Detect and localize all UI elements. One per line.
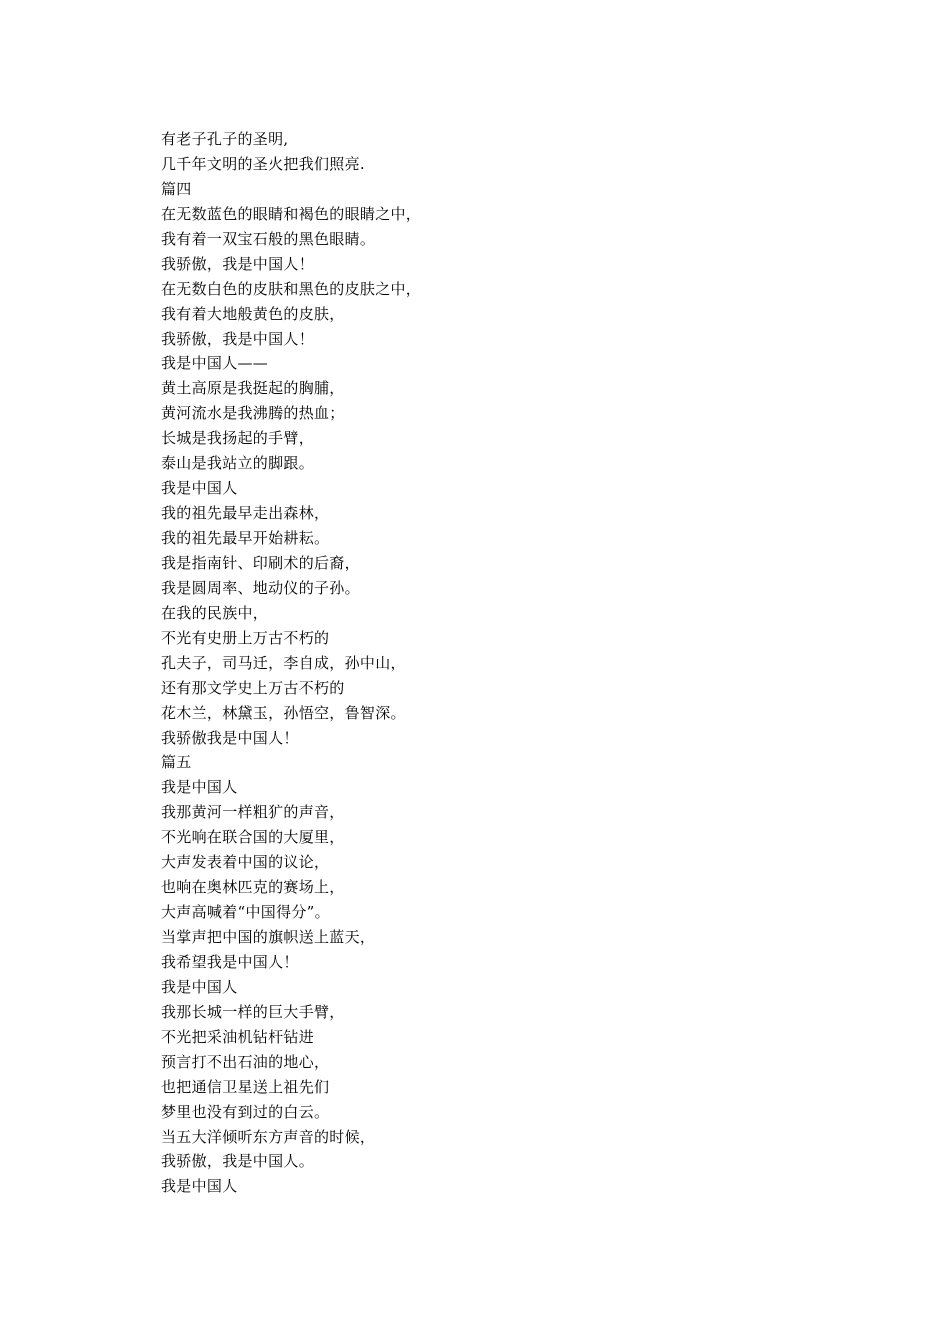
text-line: 几千年文明的圣火把我们照亮. — [161, 154, 365, 173]
text-line: 我的祖先最早走出森林， — [161, 504, 330, 523]
text-line: 长城是我扬起的手臂， — [161, 429, 315, 448]
text-line: 我骄傲，我是中国人！ — [161, 329, 315, 348]
text-line: 我是圆周率、地动仪的子孙。 — [161, 578, 360, 597]
text-line: 我有着大地般黄色的皮肤， — [161, 304, 345, 323]
text-line: 黄土高原是我挺起的胸脯， — [161, 379, 345, 398]
text-line: 在无数白色的皮肤和黑色的皮肤之中， — [161, 279, 422, 298]
text-line: 当掌声把中国的旗帜送上蓝天， — [161, 928, 376, 946]
text-line: 我骄傲我是中国人！ — [161, 728, 299, 747]
text-line: 孔夫子，司马迁，李自成，孙中山， — [161, 653, 406, 672]
text-line: 我是中国人 — [161, 977, 238, 996]
text-line: 大声发表着中国的议论， — [161, 853, 330, 872]
text-line: 在无数蓝色的眼睛和褐色的眼睛之中， — [161, 204, 422, 223]
text-line: 大声高喊着“中国得分”。 — [161, 903, 330, 922]
text-line: 我是中国人 — [161, 1177, 238, 1196]
text-line: 预言打不出石油的地心， — [161, 1052, 330, 1071]
text-line: 我的祖先最早开始耕耘。 — [161, 529, 330, 547]
text-line: 有老子孔子的圣明, — [161, 130, 289, 148]
text-line: 我那黄河一样粗犷的声音， — [161, 803, 345, 822]
poem-text — [161, 127, 421, 1199]
text-line: 还有那文学史上万古不朽的 — [161, 678, 345, 697]
text-line: 当五大洋倾听东方声音的时候， — [161, 1127, 376, 1146]
text-line: 也把通信卫星送上祖先们 — [161, 1077, 330, 1096]
text-line: 我是中国人 — [161, 479, 238, 498]
text-line: 我是中国人 — [161, 778, 238, 797]
text-line: 我有着一双宝石般的黑色眼睛。 — [161, 229, 376, 248]
text-line: 我骄傲，我是中国人。 — [161, 1152, 315, 1171]
text-line: 也响在奥林匹克的赛场上， — [161, 878, 345, 897]
text-line: 不光把采油机钻杆钻进 — [161, 1027, 315, 1046]
section-heading: 篇五 — [161, 753, 192, 772]
text-line: 我是中国人—— — [161, 354, 269, 373]
text-line: 我是指南针、印刷术的后裔， — [161, 553, 360, 572]
text-line: 不光有史册上万古不朽的 — [161, 628, 330, 647]
text-line: 泰山是我站立的脚跟。 — [161, 454, 315, 473]
text-line: 不光响在联合国的大厦里， — [161, 828, 345, 847]
text-line: 在我的民族中， — [161, 603, 269, 622]
text-line: 梦里也没有到过的白云。 — [161, 1102, 330, 1121]
text-line: 我骄傲，我是中国人！ — [161, 254, 315, 273]
text-line: 我那长城一样的巨大手臂， — [161, 1002, 345, 1021]
section-heading: 篇四 — [161, 179, 192, 198]
text-line: 黄河流水是我沸腾的热血； — [161, 404, 345, 423]
text-line: 我希望我是中国人！ — [161, 952, 299, 971]
text-line: 花木兰，林黛玉，孙悟空，鲁智深。 — [161, 703, 406, 722]
